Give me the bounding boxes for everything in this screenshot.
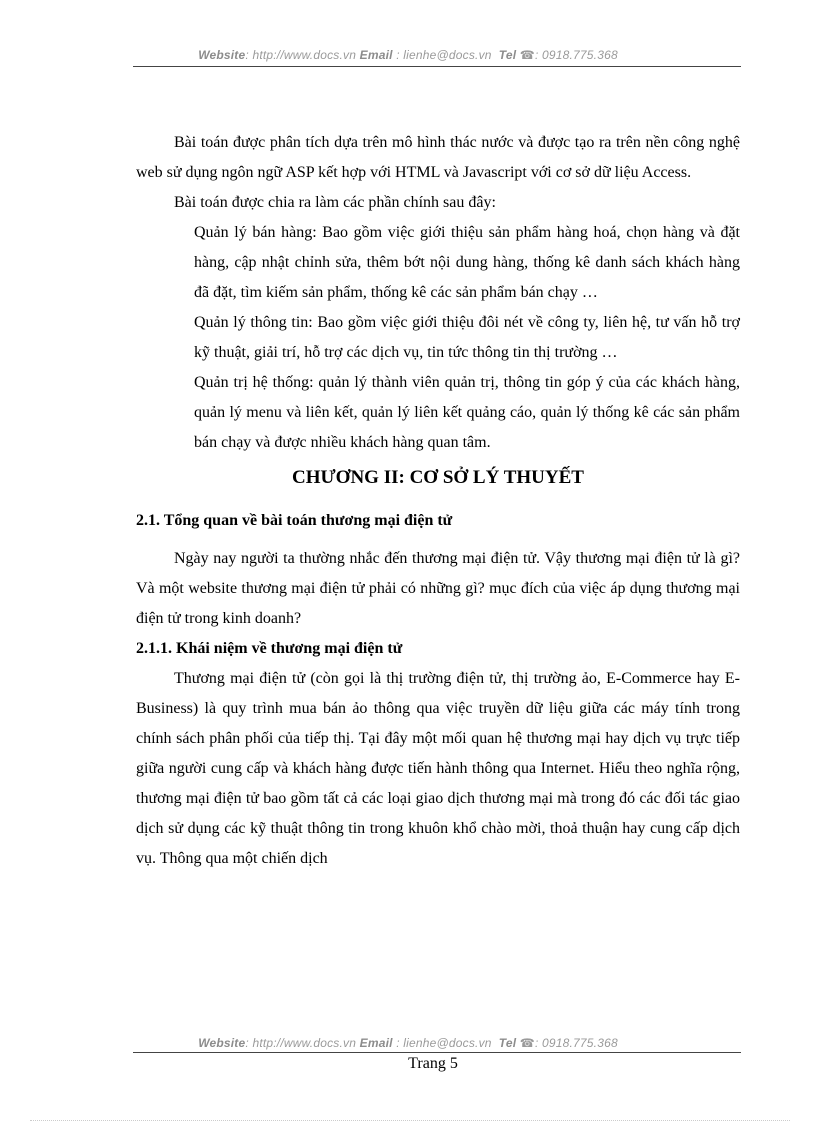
section-2-1-paragraph: Ngày nay người ta thường nhắc đến thương mại điện tử. Vậy thương mại điện tử là gì? Và một website thương mại điện tử phải có những gì? mục đích của việc áp dụng thương mại điện tử trong kinh doanh? [136, 550, 740, 627]
list-item-info: Quản lý thông tin: Bao gồm việc giới thiệu đôi nét về công ty, liên hệ, tư vấn hỗ trợ kỹ thuật, giải trí, hỗ trợ các dịch vụ, tin tức thông tin thị trường … [194, 314, 740, 361]
website-url: : http://www.docs.vn [245, 48, 357, 62]
page-number: Trang 5 [408, 1055, 458, 1072]
list-item-admin: Quản trị hệ thống: quản lý thành viên quản trị, thông tin góp ý của các khách hàng, quản lý menu và liên kết, quản lý liên kết quảng cáo, quản lý thống kê các sản phẩm bán chạy và được nhiều khách hàng quan tâm. [194, 374, 740, 451]
phone-icon: ☎ [519, 48, 535, 62]
page-footer-header [0, 1036, 816, 1050]
page-header [0, 48, 816, 62]
website-label: Website [198, 48, 246, 62]
footer-email-value: : lienhe@docs.vn [396, 1036, 492, 1050]
footer-tel-value: : 0918.775.368 [534, 1036, 618, 1050]
tel-value: : 0918.775.368 [534, 48, 618, 62]
page-bottom-dotted-rule [30, 1120, 790, 1121]
email-label: Email [359, 48, 393, 62]
footer-rule [133, 1052, 741, 1053]
footer-tel-label: Tel [498, 1036, 517, 1050]
footer-website-label: Website [198, 1036, 246, 1050]
intro-list-lead: Bài toán được chia ra làm các phần chính sau đây: [174, 194, 496, 211]
section-heading-2-1: 2.1. Tổng quan về bài toán thương mại điện tử [136, 512, 453, 529]
tel-label: Tel [498, 48, 517, 62]
footer-website-url: : http://www.docs.vn [245, 1036, 357, 1050]
section-heading-2-1-1: 2.1.1. Khái niệm về thương mại điện tử [136, 640, 403, 657]
intro-paragraph: Bài toán được phân tích dựa trên mô hình thác nước và được tạo ra trên nền công nghệ web sử dụng ngôn ngữ ASP kết hợp với HTML và Javascript với cơ sở dữ liệu Access. [136, 134, 740, 181]
section-2-1-1-paragraph: Thương mại điện tử (còn gọi là thị trường điện tử, thị trường ảo, E-Commerce hay E-Business) là quy trình mua bán ảo thông qua việc truyền dữ liệu giữa các máy tính trong chính sách phân phối của tiếp thị. Tại đây một mối quan hệ thương mại hay dịch vụ trực tiếp giữa người cung cấp và khách hàng được tiến hành thông qua Internet. Hiểu theo nghĩa rộng, thương mại điện tử bao gồm tất cả các loại giao dịch thương mại mà trong đó các đối tác giao dịch sử dụng các kỹ thuật thông tin trong khuôn khổ chào mời, thoả thuận hay cung cấp dịch vụ. Thông qua một chiến dịch [136, 670, 740, 867]
footer-email-label: Email [359, 1036, 393, 1050]
footer-phone-icon: ☎ [519, 1036, 535, 1050]
list-item-sales: Quản lý bán hàng: Bao gồm việc giới thiệu sản phẩm hàng hoá, chọn hàng và đặt hàng, cập nhật chỉnh sửa, thêm bớt nội dung hàng, thống kê danh sách khách hàng đã đặt, tìm kiếm sản phẩm, thống kê các sản phẩm bán chạy … [194, 224, 740, 301]
chapter-title: CHƯƠNG II: CƠ SỞ LÝ THUYẾT [292, 467, 584, 488]
email-value: : lienhe@docs.vn [396, 48, 492, 62]
page-body [136, 128, 740, 874]
header-rule [133, 66, 741, 67]
